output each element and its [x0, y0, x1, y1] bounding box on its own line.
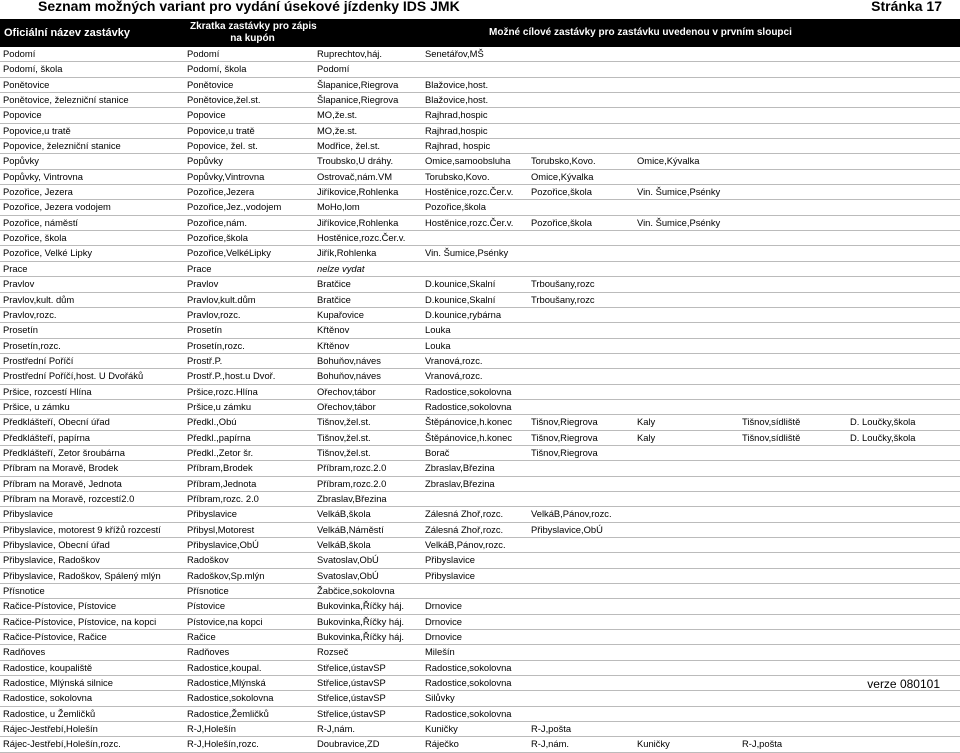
cell-col-0: Pozořice, náměstí	[3, 216, 79, 228]
cell-col-0: Prostřední Poříčí	[3, 354, 74, 366]
cell-col-3: Hostěnice,rozc.Čer.v.	[425, 216, 514, 228]
cell-col-2: Hostěnice,rozc.Čer.v.	[317, 232, 406, 244]
cell-col-1: Pravlov,kult.dům	[187, 293, 256, 305]
cell-col-3: Drnovice	[425, 600, 462, 612]
cell-col-2: Bohuňov,náves	[317, 370, 381, 382]
cell-col-2: VelkáB,škola	[317, 508, 371, 520]
cell-col-3: Rajhrad,hospic	[425, 124, 488, 136]
table-row	[0, 323, 960, 338]
cell-col-1: Popovice, žel. st.	[187, 140, 258, 152]
cell-col-1: Přibyslavice,ObÚ	[187, 539, 259, 550]
table-row	[0, 293, 960, 308]
header-short-line2: na kupón	[230, 33, 275, 44]
cell-col-2: MO,že.st.	[317, 124, 358, 136]
cell-col-1: Prace	[187, 262, 212, 274]
cell-col-1: Pozořice,nám.	[187, 216, 247, 228]
cell-col-3: D.kounice,Skalní	[425, 293, 496, 305]
table-row	[0, 385, 960, 400]
cell-col-1: Pozořice,VelkéLipky	[187, 247, 271, 259]
cell-col-1: Přibysl,Motorest	[187, 523, 255, 535]
cell-col-0: Popovice,u tratě	[3, 124, 71, 136]
table-row	[0, 737, 960, 752]
cell-col-2: Bohuňov,náves	[317, 354, 381, 366]
table-row	[0, 78, 960, 93]
cell-col-2: Střelice,ústavSP	[317, 661, 386, 673]
table-row	[0, 630, 960, 645]
cell-col-2: Bratčice	[317, 278, 351, 290]
cell-col-0: Rájec-Jestřebí,Holešín	[3, 723, 98, 735]
cell-col-3: D.kounice,Skalní	[425, 278, 496, 290]
cell-col-3: Přibyslavice	[425, 569, 476, 581]
cell-col-1: Pozořice,Jez.,vodojem	[187, 201, 282, 213]
cell-col-0: Příbram na Moravě, Jednota	[3, 477, 122, 489]
cell-col-1: Příbram,Jednota	[187, 477, 257, 489]
cell-col-0: Radňoves	[3, 646, 46, 658]
cell-col-2: Bukovinka,Říčky háj.	[317, 631, 405, 643]
cell-col-1: Popovice	[187, 109, 226, 121]
cell-col-1: Pístovice,na kopci	[187, 615, 263, 627]
table-row	[0, 707, 960, 722]
cell-col-0: Příbram na Moravě, Brodek	[3, 462, 119, 474]
cell-col-2: Svatoslav,ObÚ	[317, 554, 379, 566]
cell-col-3: Senetářov,MŠ	[425, 48, 484, 59]
cell-col-1: Podomí, škola	[187, 63, 247, 75]
cell-col-3: Blažovice,host.	[425, 94, 489, 106]
table-row	[0, 722, 960, 737]
cell-col-1: Radostice,koupal.	[187, 661, 262, 673]
cell-col-3: Rajhrad, hospic	[425, 140, 491, 152]
cell-col-2: Šlapanice,Riegrova	[317, 78, 399, 90]
cell-col-2: Jiříkovice,Rohlenka	[317, 186, 399, 198]
cell-col-3: Radostice,sokolovna	[425, 400, 512, 412]
version-label: verze 080101	[867, 677, 940, 691]
cell-col-0: Předklášteří, papírna	[3, 431, 91, 443]
cell-col-4: VelkáB,Pánov,rozc.	[531, 508, 612, 520]
cell-col-2: Zbraslav,Březina	[317, 492, 387, 504]
cell-col-5: Omice,Kývalka	[637, 155, 700, 167]
table-row	[0, 339, 960, 354]
table-row	[0, 507, 960, 522]
cell-col-4: Tišnov,Riegrova	[531, 431, 598, 443]
table-row	[0, 676, 960, 691]
table-row	[0, 369, 960, 384]
cell-col-0: Pravlov,rozc.	[3, 308, 57, 320]
cell-col-0: Prace	[3, 262, 28, 274]
cell-col-0: Račice-Pístovice, Pístovice	[3, 600, 117, 612]
cell-col-3: Vranová,rozc.	[425, 354, 483, 366]
cell-col-2: Střelice,ústavSP	[317, 692, 386, 704]
cell-col-0: Radostice, u Žemličků	[3, 707, 96, 719]
cell-col-1: Přibyslavice	[187, 508, 238, 520]
cell-col-4: R-J,nám.	[531, 738, 570, 750]
cell-col-1: Popovice,u tratě	[187, 124, 255, 136]
table-row	[0, 262, 960, 277]
cell-col-2: Bratčice	[317, 293, 351, 305]
header-official-name: Oficiální název zastávky	[4, 27, 130, 39]
cell-col-2: Křtěnov	[317, 339, 350, 351]
cell-col-4: Trboušany,rozc	[531, 293, 595, 305]
cell-col-2: Jiříkovice,Rohlenka	[317, 216, 399, 228]
cell-col-0: Pravlov	[3, 278, 35, 290]
cell-col-2: Žabčice,sokolovna	[317, 585, 395, 597]
table-row	[0, 93, 960, 108]
cell-col-2: Ostrovač,nám.VM	[317, 170, 393, 182]
cell-col-2: Tišnov,žel.st.	[317, 416, 371, 428]
cell-col-1: Radňoves	[187, 646, 230, 658]
cell-col-2: Doubravice,ZD	[317, 738, 380, 750]
cell-col-1: Předkl.,Obú	[187, 416, 237, 428]
cell-col-2: Bukovinka,Říčky háj.	[317, 600, 405, 612]
cell-col-0: Ponětovice	[3, 78, 50, 90]
cell-col-0: Popůvky, Vintrovna	[3, 170, 83, 182]
cell-col-3: Blažovice,host.	[425, 78, 489, 90]
cell-col-2: Jiřík,Rohlenka	[317, 247, 377, 259]
cell-col-1: Prosetín,rozc.	[187, 339, 245, 351]
table-header	[0, 19, 960, 47]
cell-col-0: Radostice, koupaliště	[3, 661, 93, 673]
cell-col-1: Předkl.,papírna	[187, 431, 251, 443]
cell-col-4: R-J,pošta	[531, 723, 572, 735]
cell-col-1: Prostř.P.	[187, 354, 223, 366]
cell-col-3: Rajhrad,hospic	[425, 109, 488, 121]
cell-col-0: Přibyslavice, Radoškov, Spálený mlýn	[3, 569, 161, 581]
cell-col-0: Prostřední Poříčí,host. U Dvořáků	[3, 370, 144, 382]
cell-col-1: Radostice,Žemličků	[187, 707, 269, 719]
cell-col-0: Popovice, železniční stanice	[3, 140, 121, 152]
table-row	[0, 216, 960, 231]
cell-col-3: Ráječko	[425, 738, 459, 750]
cell-col-5: Vin. Šumice,Psénky	[637, 186, 721, 198]
cell-col-2: R-J,nám.	[317, 723, 356, 735]
cell-col-4: Tišnov,Riegrova	[531, 446, 598, 458]
table-row	[0, 523, 960, 538]
cell-col-7: D. Loučky,škola	[850, 431, 916, 443]
cell-col-3: Radostice,sokolovna	[425, 677, 512, 689]
table-row	[0, 477, 960, 492]
table-row	[0, 584, 960, 599]
table-row	[0, 185, 960, 200]
table-row	[0, 124, 960, 139]
cell-col-2: Tišnov,žel.st.	[317, 431, 371, 443]
cell-col-1: Podomí	[187, 48, 220, 59]
table-row	[0, 154, 960, 169]
table-row	[0, 461, 960, 476]
cell-col-3: Drnovice	[425, 615, 462, 627]
table-row	[0, 108, 960, 123]
cell-col-5: Kaly	[637, 431, 656, 443]
cell-col-5: Kaly	[637, 416, 656, 428]
table-row	[0, 431, 960, 446]
table-row	[0, 645, 960, 660]
table-row	[0, 139, 960, 154]
cell-col-0: Přibyslavice, motorest 9 křížů rozcestí	[3, 523, 161, 535]
cell-col-2: Ořechov,tábor	[317, 400, 376, 412]
table-row	[0, 615, 960, 630]
cell-col-2: Střelice,ústavSP	[317, 677, 386, 689]
cell-col-0: Pozořice, škola	[3, 232, 67, 244]
table-row	[0, 569, 960, 584]
cell-col-1: Příbram,Brodek	[187, 462, 253, 474]
cell-col-3: Radostice,sokolovna	[425, 661, 512, 673]
cell-col-0: Pršice, rozcestí Hlína	[3, 385, 92, 397]
table-row	[0, 553, 960, 568]
cell-col-1: Ponětovice	[187, 78, 234, 90]
cell-col-1: Popůvky,Vintrovna	[187, 170, 265, 182]
cell-col-5: Vin. Šumice,Psénky	[637, 216, 721, 228]
cell-col-3: Drnovice	[425, 631, 462, 643]
table-row	[0, 415, 960, 430]
table-row	[0, 354, 960, 369]
cell-col-2: Modřice, žel.st.	[317, 140, 381, 152]
cell-col-1: Prostř.P.,host.u Dvoř.	[187, 370, 276, 382]
cell-col-3: Štěpánovice,h.konec	[425, 416, 513, 428]
cell-col-1: R-J,Holešín,rozc.	[187, 738, 259, 750]
cell-col-3: Kuničky	[425, 723, 458, 735]
table-row	[0, 492, 960, 507]
cell-col-6: Tišnov,sídliště	[742, 431, 801, 443]
cell-col-1: Pravlov	[187, 278, 219, 290]
cell-col-0: Přibyslavice, Radoškov	[3, 554, 100, 566]
cell-col-1: Prosetín	[187, 324, 222, 336]
cell-col-0: Pozořice, Jezera vodojem	[3, 201, 111, 213]
cell-col-2: Troubsko,U dráhy.	[317, 155, 394, 167]
cell-col-0: Přibyslavice, Obecní úřad	[3, 539, 110, 550]
table-row	[0, 691, 960, 706]
cell-col-2: Příbram,rozc.2.0	[317, 477, 387, 489]
cell-col-6: Tišnov,sídliště	[742, 416, 801, 428]
cell-col-1: Radoškov,Sp.mlýn	[187, 569, 265, 581]
cell-col-1: Račice	[187, 631, 216, 643]
cell-col-2: Křtěnov	[317, 324, 350, 336]
cell-col-2: VelkáB,Náměstí	[317, 523, 384, 535]
cell-col-3: Zbraslav,Březina	[425, 462, 495, 474]
cell-col-1: Příbram,rozc. 2.0	[187, 492, 259, 504]
table-row	[0, 400, 960, 415]
cell-col-2: Svatoslav,ObÚ	[317, 569, 379, 581]
cell-col-4: Tišnov,Riegrova	[531, 416, 598, 428]
cell-col-1: Předkl.,Zetor šr.	[187, 446, 254, 458]
table-row	[0, 62, 960, 77]
cell-col-0: Prosetín	[3, 324, 38, 336]
cell-col-2: Příbram,rozc.2.0	[317, 462, 387, 474]
cell-col-1: Pozořice,škola	[187, 232, 248, 244]
cell-col-3: Louka	[425, 339, 451, 351]
table-row	[0, 200, 960, 215]
table-row	[0, 599, 960, 614]
cell-col-1: Radoškov	[187, 554, 229, 566]
cell-col-3: Štěpánovice,h.konec	[425, 431, 513, 443]
cell-col-6: R-J,pošta	[742, 738, 783, 750]
cell-col-2: Tišnov,žel.st.	[317, 446, 371, 458]
cell-col-3: Vranová,rozc.	[425, 370, 483, 382]
table-row	[0, 538, 960, 553]
cell-col-3: Přibyslavice	[425, 554, 476, 566]
cell-col-3: Zálesná Zhoř,rozc.	[425, 523, 504, 535]
cell-col-4: Přibyslavice,ObÚ	[531, 523, 603, 535]
table-row	[0, 446, 960, 461]
page-number: Stránka 17	[871, 0, 942, 14]
cell-col-0: Rájec-Jestřebí,Holešín,rozc.	[3, 738, 121, 750]
cell-col-2: MO,že.st.	[317, 109, 358, 121]
cell-col-2: Ruprechtov,háj.	[317, 48, 382, 59]
cell-col-1: Pršice,u zámku	[187, 400, 252, 412]
cell-col-4: Pozořice,škola	[531, 186, 592, 198]
cell-col-5: Kuničky	[637, 738, 670, 750]
cell-col-0: Radostice, Mlýnská silnice	[3, 677, 113, 689]
table-row	[0, 277, 960, 292]
cell-col-0: Podomí, škola	[3, 63, 63, 75]
cell-col-1: Popůvky	[187, 155, 223, 167]
cell-col-1: Radostice,sokolovna	[187, 692, 274, 704]
cell-col-0: Předklášteří, Zetor šroubárna	[3, 446, 125, 458]
cell-col-7: D. Loučky,škola	[850, 416, 916, 428]
cell-col-0: Pršice, u zámku	[3, 400, 70, 412]
cell-col-4: Pozořice,škola	[531, 216, 592, 228]
cell-col-3: Zbraslav,Březina	[425, 477, 495, 489]
cell-col-0: Prosetín,rozc.	[3, 339, 61, 351]
cell-col-2: nelze vydat	[317, 262, 365, 274]
cell-col-2: Podomí	[317, 63, 350, 75]
cell-col-1: Pršice,rozc.Hlína	[187, 385, 258, 397]
table-row	[0, 661, 960, 676]
cell-col-0: Popůvky	[3, 155, 39, 167]
cell-col-1: Radostice,Mlýnská	[187, 677, 266, 689]
cell-col-4: Torubsko,Kovo.	[531, 155, 596, 167]
cell-col-1: Pístovice	[187, 600, 226, 612]
cell-col-0: Pozořice, Velké Lipky	[3, 247, 93, 259]
cell-col-0: Pozořice, Jezera	[3, 186, 73, 198]
cell-col-3: Torubsko,Kovo.	[425, 170, 490, 182]
cell-col-2: Šlapanice,Riegrova	[317, 94, 399, 106]
cell-col-0: Přísnotice	[3, 585, 45, 597]
cell-col-3: VelkáB,Pánov,rozc.	[425, 539, 506, 550]
cell-col-1: Pozořice,Jezera	[187, 186, 255, 198]
cell-col-3: Radostice,sokolovna	[425, 385, 512, 397]
cell-col-3: D.kounice,rybárna	[425, 308, 502, 320]
cell-col-2: Rozseč	[317, 646, 349, 658]
table-row	[0, 246, 960, 261]
cell-col-1: Pravlov,rozc.	[187, 308, 241, 320]
table-row	[0, 231, 960, 246]
cell-col-0: Přibyslavice	[3, 508, 54, 520]
cell-col-4: Omice,Kývalka	[531, 170, 594, 182]
cell-col-1: Ponětovice,žel.st.	[187, 94, 261, 106]
cell-col-3: Milešín	[425, 646, 455, 658]
table-row	[0, 170, 960, 185]
header-targets: Možné cílové zastávky pro zastávku uvedenou v prvním sloupci	[489, 27, 792, 38]
cell-col-3: Borač	[425, 446, 450, 458]
cell-col-0: Radostice, sokolovna	[3, 692, 93, 704]
table-row	[0, 47, 960, 62]
cell-col-1: R-J,Holešín	[187, 723, 236, 735]
cell-col-3: Pozořice,škola	[425, 201, 486, 213]
cell-col-3: Louka	[425, 324, 451, 336]
cell-col-2: Střelice,ústavSP	[317, 707, 386, 719]
header-short-line1: Zkratka zastávky pro zápis	[190, 21, 317, 32]
cell-col-0: Račice-Pístovice, Pístovice, na kopci	[3, 615, 157, 627]
cell-col-3: Omice,samoobsluha	[425, 155, 511, 167]
cell-col-3: Vin. Šumice,Psénky	[425, 247, 509, 259]
cell-col-0: Račice-Pístovice, Račice	[3, 631, 107, 643]
cell-col-0: Popovice	[3, 109, 42, 121]
cell-col-2: MoHo,lom	[317, 201, 360, 213]
cell-col-0: Příbram na Moravě, rozcestí2.0	[3, 492, 135, 504]
cell-col-1: Přísnotice	[187, 585, 229, 597]
cell-col-0: Pravlov,kult. dům	[3, 293, 75, 305]
cell-col-3: Radostice,sokolovna	[425, 707, 512, 719]
cell-col-2: VelkáB,škola	[317, 539, 371, 550]
cell-col-4: Trboušany,rozc	[531, 278, 595, 290]
cell-col-2: Bukovinka,Říčky háj.	[317, 615, 405, 627]
cell-col-3: Silůvky	[425, 692, 455, 704]
cell-col-3: Hostěnice,rozc.Čer.v.	[425, 186, 514, 198]
cell-col-0: Ponětovice, železniční stanice	[3, 94, 129, 106]
table-row	[0, 308, 960, 323]
page-title: Seznam možných variant pro vydání úsekové jízdenky IDS JMK	[38, 0, 460, 14]
cell-col-2: Kupařovice	[317, 308, 364, 320]
cell-col-2: Ořechov,tábor	[317, 385, 376, 397]
cell-col-0: Podomí	[3, 48, 36, 59]
table-body	[0, 47, 960, 753]
cell-col-3: Zálesná Zhoř,rozc.	[425, 508, 504, 520]
cell-col-0: Předklášteří, Obecní úřad	[3, 416, 110, 428]
